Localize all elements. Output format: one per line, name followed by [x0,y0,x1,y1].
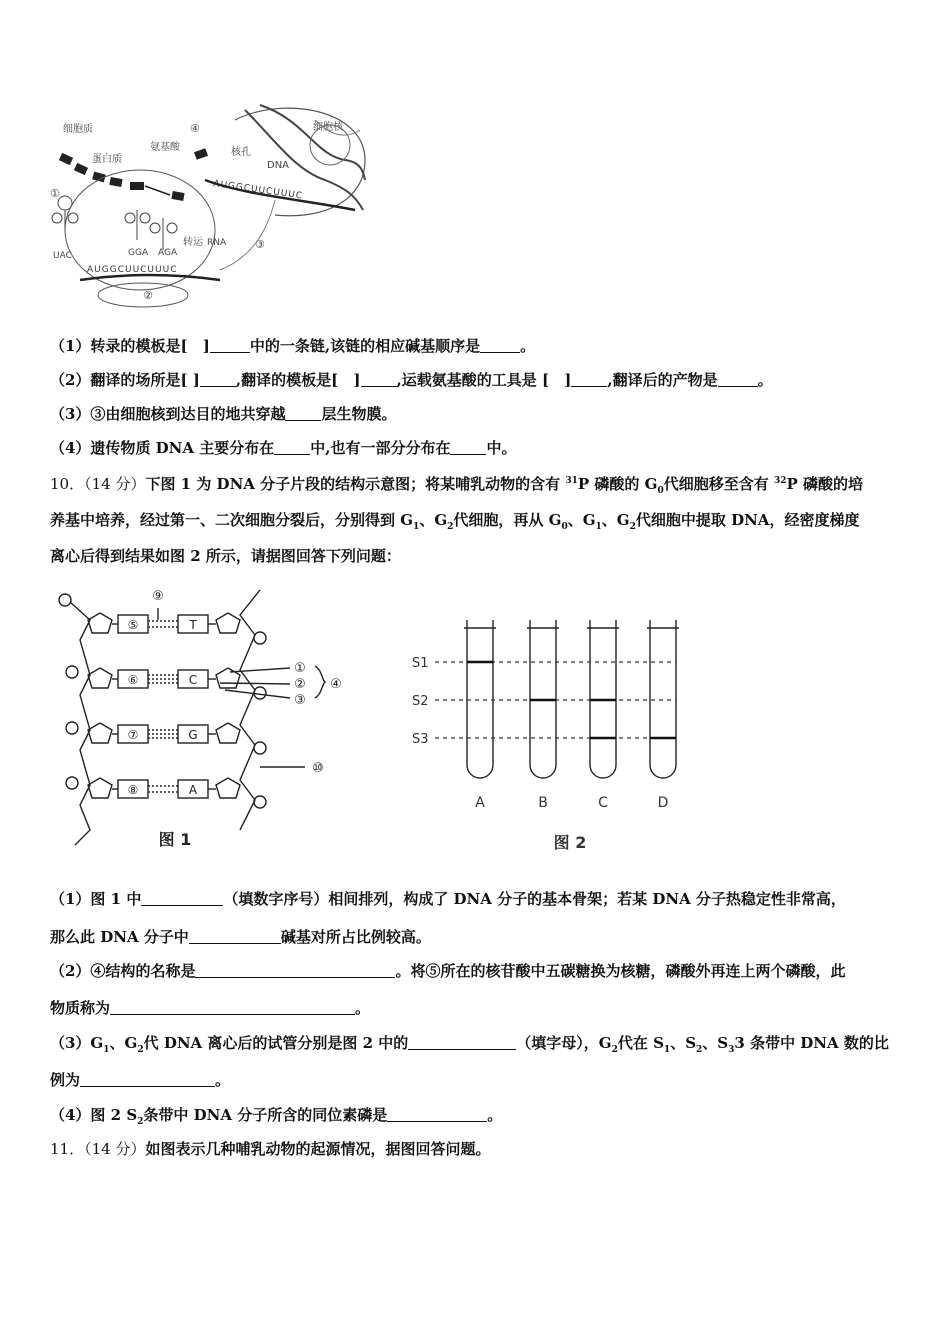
mark-2-label: ② [143,289,153,302]
q10-item-3-line-1: $(3)G_1$、$G_2$代 DNA 离心后的试管分别是图 2 中的 （填字母），$G_2$代在 $S_1$、$S_2$、$S_33$ 条带中 DNA 数的比 [50,1034,889,1055]
q9-item-4: （4）遗传物质 DNA 主要分布在 中,也有一部分分布在 中。 [50,439,517,457]
figure1-caption: 图 1 [158,830,192,849]
box-left-3: ⑦ [127,728,139,742]
q10-stem-line-1: 10．（14 分）下图 1 为 DNA 分子片段的结构示意图；将某哺乳动物的含有 $^{31}$P 磷酸的 $G_0$代细胞移至含有 $^{32}$P 磷酸的培 [50,475,863,496]
mark-1-label: ① [50,187,60,200]
tube-b-label: B [538,795,548,811]
mrna-sequence-lower: AUGGCUUCUUUC [87,265,178,275]
mark-2: ② [294,677,306,692]
q10-item-4: （4）图 2 $S_2$条带中 DNA 分子所含的同位素磷是 。 [50,1106,503,1127]
mark-1: ① [294,661,306,676]
q10-item-1-line-2: 那么此 DNA 分子中 碱基对所占比例较高。 [50,928,431,946]
blank[interactable] [141,890,223,906]
protein-label: 蛋白质 [92,154,122,165]
q10-item-1-line-1: （1）图 1 中 （填数字序号）相间排列，构成了 DNA 分子的基本骨架；若某 DNA 分子热稳定性非常高， [50,890,846,908]
blank[interactable] [718,371,758,387]
box-right-3: G [188,728,198,742]
mark-4: ④ [330,677,342,692]
tube-d-label: D [657,795,669,811]
band-s3-label: S3 [412,732,429,747]
mark-9: ⑨ [152,589,164,604]
box-left-1: ⑤ [127,618,139,632]
transcription-translation-figure [45,100,375,315]
blank[interactable] [210,337,250,353]
blank[interactable] [200,371,236,387]
q9-item-2: （2）翻译的场所是[ ] ,翻译的模板是[ ] ,运载氨基酸的工具是 [ ] ,翻译后的产物是 。 [50,371,773,389]
box-right-2: C [188,673,198,687]
blank[interactable] [274,439,310,455]
blank[interactable] [195,962,395,978]
mark-3-label: ③ [255,238,265,251]
blank[interactable] [480,337,520,353]
box-right-4: A [188,783,198,797]
q10-item-2-line-1: （2）④结构的名称是 。将⑤所在的核苷酸中五碳糖换为核糖，磷酸外再连上两个磷酸，此 [50,962,846,980]
q9-item-3: （3）③由细胞核到达目的地共穿越 层生物膜。 [50,405,397,423]
tube-a-label: A [475,795,485,811]
blank[interactable] [408,1034,516,1050]
box-left-4: ⑧ [127,783,139,797]
blank[interactable] [80,1071,215,1087]
tube-c-label: C [598,795,608,811]
dna-structure-figure [50,580,370,855]
figure2-caption: 图 2 [553,833,587,852]
band-s2-label: S2 [412,694,429,709]
q10-stem-line-3: 离心后得到结果如图 2 所示，请据图回答下列问题： [50,547,401,565]
q9-item-1: （1）转录的模板是[ ] 中的一条链,该链的相应碱基顺序是 。 [50,337,536,355]
mark-3: ③ [294,693,306,708]
mark-4-label: ④ [190,122,200,135]
mark-10: ⑩ [312,761,324,776]
rna-label: RNA [207,238,227,248]
blank[interactable] [285,405,321,421]
blank[interactable] [571,371,607,387]
q10-item-3-line-2: 例为 。 [50,1071,231,1089]
amino-acid-label: 氨基酸 [150,142,180,153]
centrifuge-tubes-figure [410,610,700,855]
box-left-2: ⑥ [127,673,139,687]
pore-label: 核孔 [231,147,251,158]
box-right-1: T [189,618,197,632]
q10-item-2-line-2: 物质称为 。 [50,999,371,1017]
anticodon-aga: AGA [158,248,178,258]
blank[interactable] [450,439,486,455]
cytoplasm-label: 细胞质 [63,124,93,135]
trna-label: 转运 [183,237,203,248]
q11-stem: 11．（14 分）如图表示几种哺乳动物的起源情况，据图回答问题。 [50,1140,491,1158]
blank[interactable] [189,928,281,944]
dna-label: DNA [267,160,290,171]
blank[interactable] [387,1106,487,1122]
q10-stem-line-2: 养基中培养，经过第一、二次细胞分裂后，分别得到 $G_1$、$G_2$代细胞，再从 $G_0$、$G_1$、$G_2$代细胞中提取 DNA，经密度梯度 [50,511,860,532]
band-s1-label: S1 [412,656,429,671]
mrna-sequence-upper: AUGGCUUCUUUC [212,179,304,202]
nucleus-label: 细胞核 [313,122,343,133]
anticodon-gga: GGA [128,248,149,258]
blank[interactable] [361,371,397,387]
blank[interactable] [110,999,355,1015]
anticodon-uac: UAC [53,251,72,261]
